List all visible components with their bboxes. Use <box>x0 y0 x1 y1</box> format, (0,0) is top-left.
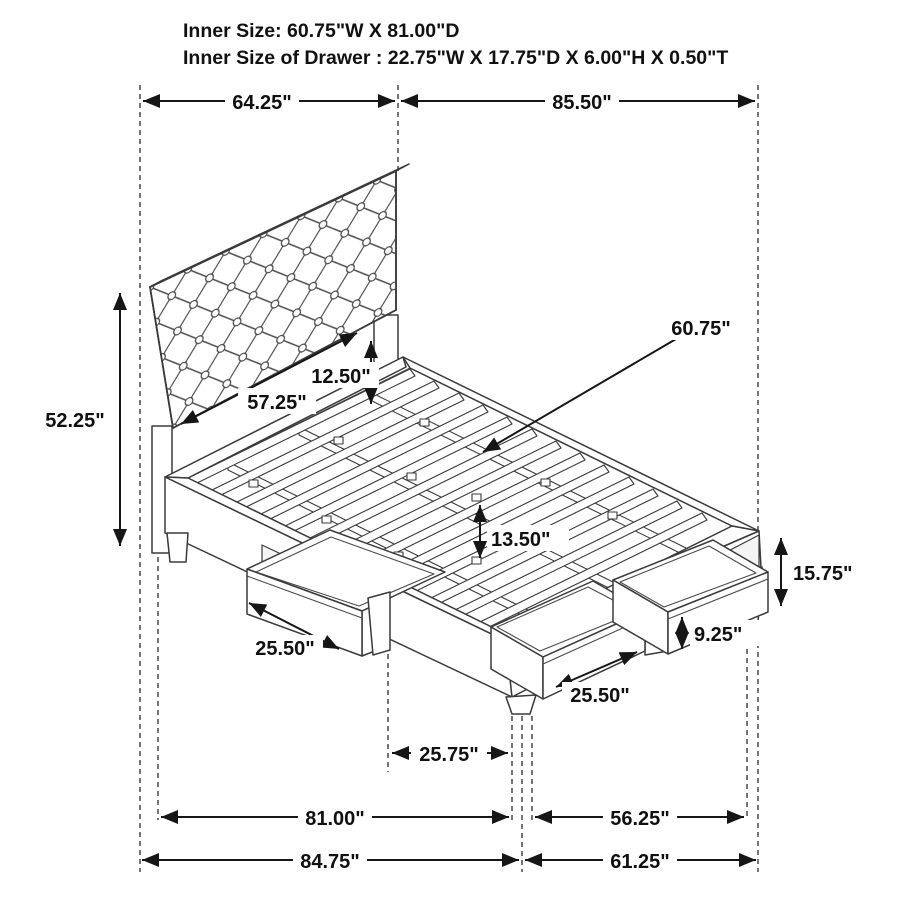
head-left-leg <box>167 533 188 562</box>
dim-label-slat-gap <box>487 525 569 551</box>
leader-line-inner-width <box>483 339 676 452</box>
dim-label-headboard-above-frame <box>303 362 379 388</box>
dim-text-inner-depth: 81.00" <box>305 808 365 830</box>
dim-label-headboard-height <box>38 406 112 432</box>
dim-text-headboard-height: 52.25" <box>45 410 105 432</box>
dim-label-foot-drawer-width <box>562 682 638 707</box>
dim-text-frame-depth: 85.50" <box>552 92 612 114</box>
slat-bracket <box>608 512 617 519</box>
slat-bracket <box>472 494 481 501</box>
dim-text-foot-drawer-width: 25.50" <box>570 685 630 707</box>
title-block <box>183 20 728 69</box>
slat-bracket <box>249 480 258 487</box>
dim-label-headboard-width <box>225 89 299 114</box>
slat-bracket <box>322 516 331 523</box>
slat-bracket <box>407 473 416 480</box>
dim-text-headboard-width: 64.25" <box>232 92 292 114</box>
slat-bracket <box>541 479 550 486</box>
dim-text-inner-width: 60.75" <box>671 318 731 340</box>
slat-bracket <box>334 437 343 444</box>
dim-label-foot-section-width <box>603 805 677 830</box>
dim-label-drawer-to-foot <box>411 741 487 766</box>
dim-text-side-drawer-width: 25.50" <box>255 638 315 660</box>
dim-label-overall-width <box>603 848 677 873</box>
slat-bracket <box>420 419 429 426</box>
dim-text-headboard-above-frame: 12.50" <box>311 366 371 388</box>
dim-text-drawer-to-foot: 25.75" <box>419 744 479 766</box>
dim-label-overall-depth <box>293 848 367 873</box>
dim-text-drawer-face-height: 9.25" <box>694 624 743 646</box>
dim-text-headboard-inner-width: 57.25" <box>247 392 307 414</box>
dim-text-frame-height: 15.75" <box>793 563 853 585</box>
dim-label-frame-height <box>789 559 871 585</box>
slat-bracket <box>472 557 481 564</box>
dim-text-overall-width: 61.25" <box>610 851 670 873</box>
dim-label-headboard-inner-width <box>238 388 316 414</box>
dim-label-side-drawer-width <box>247 635 323 660</box>
dim-label-inner-width <box>663 314 739 340</box>
title-line-1: Inner Size: 60.75"W X 81.00"D <box>183 20 460 42</box>
dim-text-slat-gap: 13.50" <box>491 529 551 551</box>
title-line-2: Inner Size of Drawer : 22.75"W X 17.75"D X 6.00"H X 0.50"T <box>183 47 729 69</box>
dim-text-overall-depth: 84.75" <box>300 851 360 873</box>
dim-text-foot-section-width: 56.25" <box>610 808 670 830</box>
dim-label-drawer-face-height <box>690 620 762 646</box>
dim-label-frame-depth <box>545 89 619 114</box>
foot-left-leg <box>506 695 536 714</box>
dim-label-inner-depth <box>298 805 372 830</box>
